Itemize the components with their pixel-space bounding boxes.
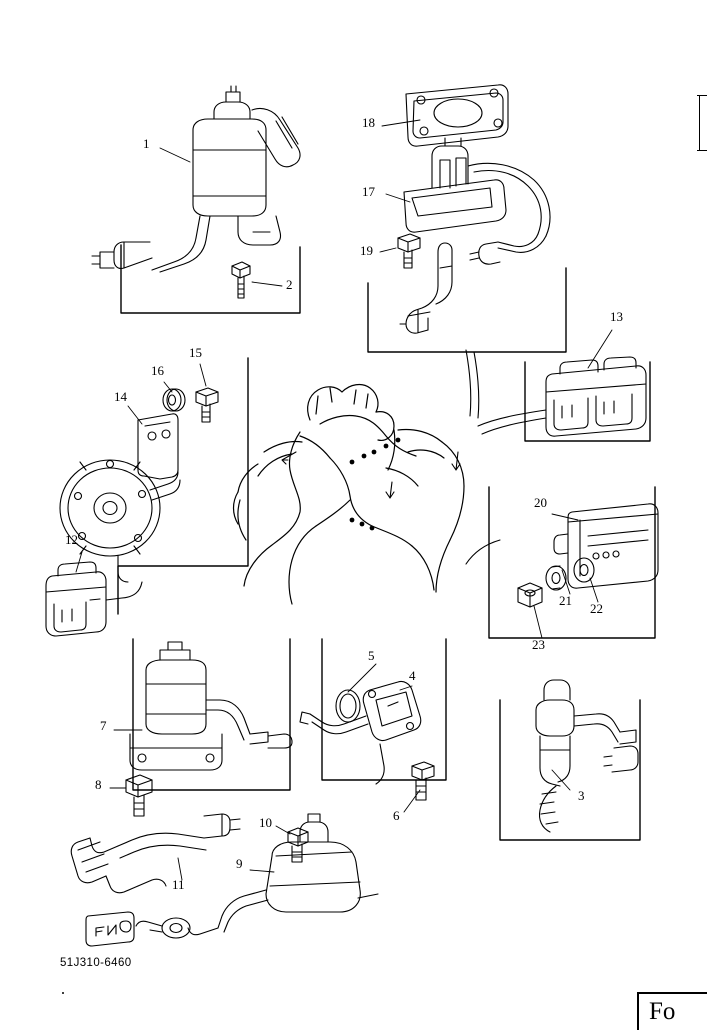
part-2-bolt: [232, 262, 250, 298]
part-17-bracket: [404, 138, 550, 264]
part-4-pickup-plate: [300, 681, 421, 784]
condenser-cylinder: [400, 243, 452, 333]
part-number-label: 51J310-6460: [60, 957, 132, 969]
wire-cdi-to-harness: [466, 540, 500, 564]
callout-17: 17: [362, 184, 375, 199]
registration-dot: [62, 992, 64, 994]
callout-21: 21: [559, 593, 572, 608]
callout-11: 11: [172, 877, 185, 892]
part-7-starter-motor: [130, 642, 292, 770]
part-1-ignition-coil: [92, 86, 300, 272]
callout-1: 1: [143, 136, 150, 151]
wire-condenser-to-harness: [466, 350, 479, 418]
part-18-gasket-plate: [406, 85, 508, 146]
part-6-screw: [412, 762, 434, 800]
callout-2: 2: [286, 277, 293, 292]
callout-12: 12: [65, 532, 78, 547]
part-10-screw: [288, 828, 308, 862]
leader-lines: [76, 120, 612, 880]
part-22-washer: [574, 558, 594, 582]
part-5-o-ring: [336, 690, 360, 722]
callout-8: 8: [95, 777, 102, 792]
part-8-bolt: [126, 775, 152, 816]
corner-label-box: [637, 992, 707, 1030]
part-16-washer: [163, 389, 185, 411]
part-13-rectifier: [546, 357, 646, 436]
callout-5: 5: [368, 648, 375, 663]
part-21-washer: [546, 566, 566, 590]
wire-flasher-to-harness: [106, 582, 142, 600]
page-edge-tick-vertical: [699, 95, 700, 151]
callout-14: 14: [114, 389, 127, 404]
callout-15: 15: [189, 345, 202, 360]
part-15-bolt: [196, 388, 218, 422]
callout-18: 18: [362, 115, 375, 130]
callout-19: 19: [360, 243, 373, 258]
callout-6: 6: [393, 808, 400, 823]
callout-4: 4: [409, 668, 416, 683]
callout-23: 23: [532, 637, 545, 652]
callout-22: 22: [590, 601, 603, 616]
part-23-nut: [518, 583, 542, 607]
fnd-tag: [86, 912, 134, 946]
wire-rectifier-to-harness: [478, 410, 546, 434]
part-3-starter-relay: [536, 680, 638, 832]
part-20-cdi-unit: [554, 504, 658, 588]
callout-10: 10: [259, 815, 272, 830]
part-14-horn-bracket: [138, 414, 178, 479]
part-9-solenoid: [136, 814, 378, 938]
group-bracket-top-left: [121, 245, 300, 313]
callout-3: 3: [578, 788, 585, 803]
harness-nodes: [350, 438, 401, 531]
part-19-bolt: [398, 234, 420, 268]
part-11-lead-wire: [71, 814, 240, 893]
harness-arrows: [282, 452, 460, 498]
group-bracket-top-right: [368, 268, 566, 352]
corner-label-text: Fo: [649, 998, 676, 1025]
group-bracket-horn: [118, 358, 248, 614]
wiring-harness: [234, 385, 465, 604]
callout-7: 7: [100, 718, 107, 733]
callout-20: 20: [534, 495, 547, 510]
part-12-flasher-relay: [46, 562, 106, 636]
group-bracket-cdi: [489, 487, 655, 638]
callout-9: 9: [236, 856, 243, 871]
callout-16: 16: [151, 363, 164, 378]
callout-13: 13: [610, 309, 623, 324]
